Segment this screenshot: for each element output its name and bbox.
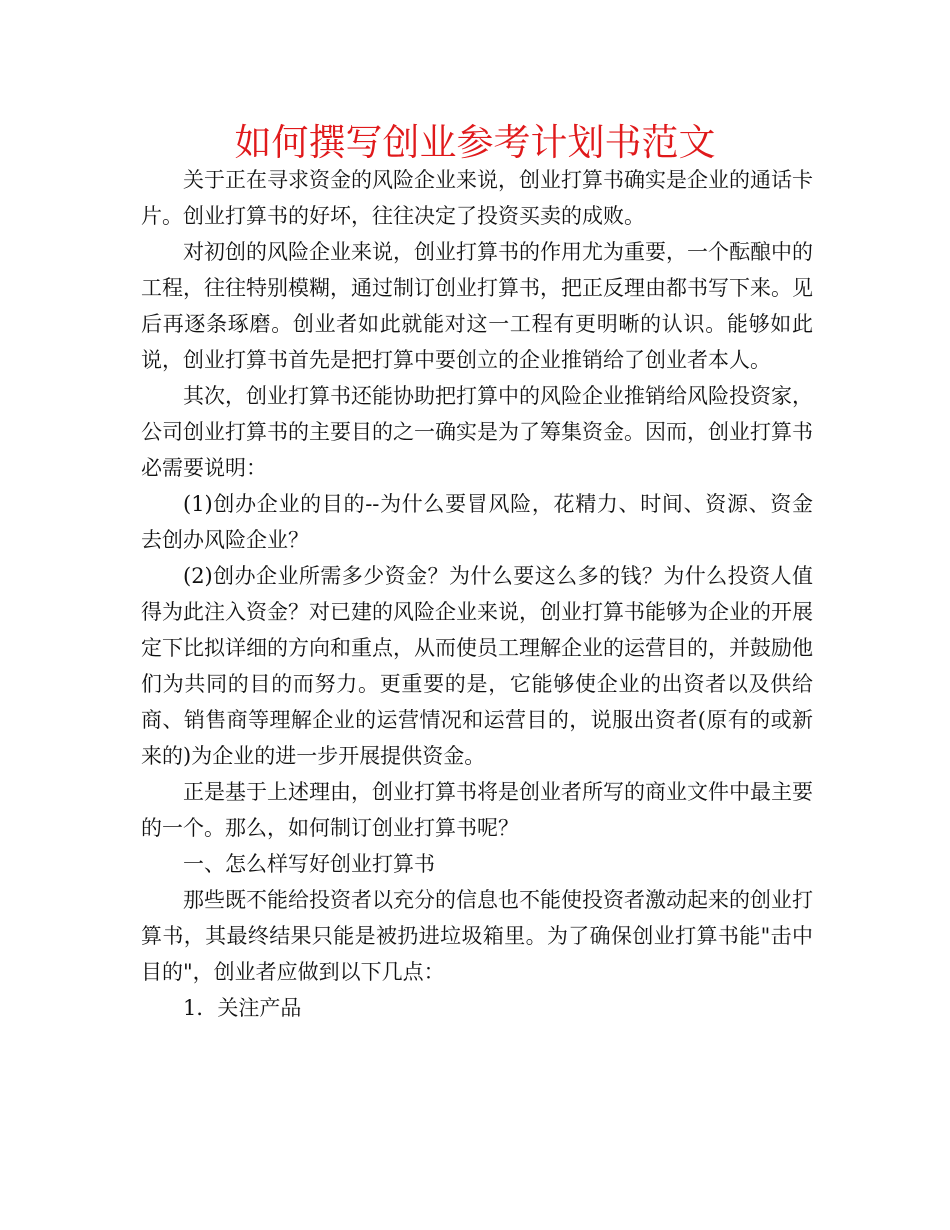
- paragraph-3: 其次，创业打算书还能协助把打算中的风险企业推销给风险投资家，公司创业打算书的主要目的之一确实是为了筹集资金。因而，创业打算书必需要说明：: [141, 384, 813, 480]
- paragraph-1: 关于正在寻求资金的风险企业来说，创业打算书确实是企业的通话卡片。创业打算书的好坏，往往决定了投资买卖的成败。: [141, 168, 813, 228]
- paragraph-5: (2)创办企业所需多少资金？为什么要这么多的钱？为什么投资人值得为此注入资金？对已建的风险企业来说，创业打算书能够为企业的开展定下比拟详细的方向和重点，从而使员工理解企业的运营目的，并鼓励他们为共同的目的而努力。更重要的是，它能够使企业的出资者以及供给商、销售商等理解企业的运营情况和运营目的，说服出资者(原有的或新来的)为企业的进一步开展提供资金。: [141, 564, 813, 768]
- document-body: [141, 162, 813, 1026]
- paragraph-6: 正是基于上述理由，创业打算书将是创业者所写的商业文件中最主要的一个。那么，如何制订创业打算书呢？: [141, 780, 813, 840]
- paragraph-4: (1)创办企业的目的--为什么要冒风险，花精力、时间、资源、资金去创办风险企业？: [141, 492, 813, 552]
- document-title: 如何撰写创业参考计划书范文: [234, 121, 716, 164]
- paragraph-7: 那些既不能给投资者以充分的信息也不能使投资者激动起来的创业打算书，其最终结果只能是被扔进垃圾箱里。为了确保创业打算书能"击中目的"，创业者应做到以下几点：: [141, 888, 813, 984]
- paragraph-2: 对初创的风险企业来说，创业打算书的作用尤为重要，一个酝酿中的工程，往往特别模糊，通过制订创业打算书，把正反理由都书写下来。见后再逐条琢磨。创业者如此就能对这一工程有更明晰的认识。能够如此说，创业打算书首先是把打算中要创立的企业推销给了创业者本人。: [141, 240, 813, 372]
- section-heading: 一、怎么样写好创业打算书: [183, 852, 435, 876]
- subsection-heading: 1．关注产品: [183, 996, 302, 1020]
